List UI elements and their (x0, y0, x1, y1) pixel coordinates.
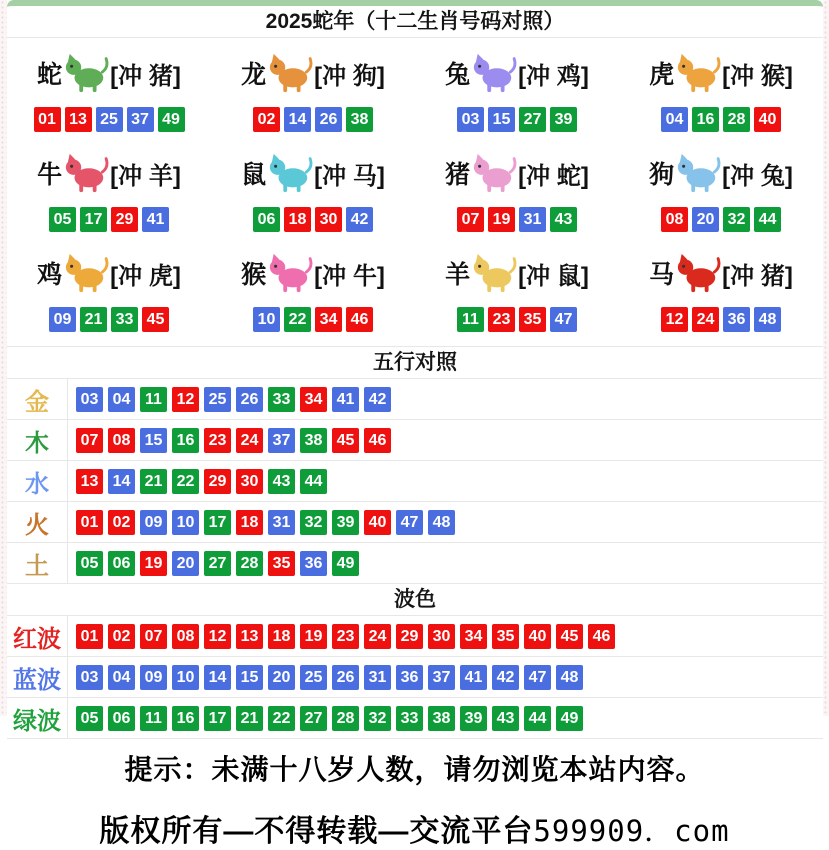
goat-icon (471, 250, 517, 296)
zodiac-name-row (7, 44, 211, 102)
snake-icon (63, 50, 109, 96)
zodiac-numbers (619, 207, 823, 232)
number-tile-08: 08 (108, 428, 135, 453)
wuxing-label: 金 (25, 388, 49, 416)
number-tile-07: 07 (76, 428, 103, 453)
dragon-icon (267, 50, 313, 96)
number-tile-02: 02 (108, 510, 135, 535)
number-tile-36: 36 (396, 665, 423, 690)
zodiac-name: 蛇 (37, 61, 63, 89)
zodiac-name-row (211, 144, 415, 202)
zodiac-numbers (211, 207, 415, 232)
number-tile-28: 28 (332, 706, 359, 731)
zodiac-name: 兔 (445, 61, 471, 89)
number-tile-10: 10 (172, 665, 199, 690)
number-tile-26: 26 (315, 107, 342, 132)
bose-table (7, 616, 823, 739)
number-tile-37: 37 (127, 107, 154, 132)
zodiac-numbers (415, 107, 619, 132)
zodiac-name-row (619, 244, 823, 302)
number-tile-44: 44 (754, 207, 781, 232)
zodiac-cell-dog (619, 140, 823, 240)
zodiac-clash-label: [冲 鼠] (518, 262, 589, 290)
zodiac-name: 虎 (649, 61, 675, 89)
wuxing-label: 水 (25, 470, 49, 498)
zodiac-name-row (211, 244, 415, 302)
number-tile-43: 43 (492, 706, 519, 731)
number-tile-34: 34 (300, 387, 327, 412)
number-tile-19: 19 (300, 624, 327, 649)
number-tile-43: 43 (268, 469, 295, 494)
wuxing-numbers (67, 461, 823, 501)
number-tile-19: 19 (140, 551, 167, 576)
number-tile-06: 06 (253, 207, 280, 232)
zodiac-name: 龙 (241, 61, 267, 89)
number-tile-23: 23 (332, 624, 359, 649)
age-notice: 提示：未满十八岁人数，请勿浏览本站内容。 (124, 754, 705, 785)
zodiac-clash-label: [冲 猴] (722, 62, 793, 90)
zodiac-name-row (619, 144, 823, 202)
number-tile-36: 36 (300, 551, 327, 576)
number-tile-13: 13 (76, 469, 103, 494)
number-tile-04: 04 (661, 107, 688, 132)
number-tile-13: 13 (65, 107, 92, 132)
number-tile-37: 37 (268, 428, 295, 453)
zodiac-numbers (211, 107, 415, 132)
number-tile-03: 03 (76, 665, 103, 690)
zodiac-name: 猴 (241, 261, 267, 289)
number-tile-38: 38 (428, 706, 455, 731)
number-tile-22: 22 (284, 307, 311, 332)
number-tile-24: 24 (692, 307, 719, 332)
number-tile-21: 21 (80, 307, 107, 332)
zodiac-clash-label: [冲 马] (314, 162, 385, 190)
number-tile-47: 47 (396, 510, 423, 535)
zodiac-cell-ox (7, 140, 211, 240)
number-tile-47: 47 (550, 307, 577, 332)
number-tile-33: 33 (396, 706, 423, 731)
zodiac-cell-rabbit (415, 40, 619, 140)
zodiac-name: 马 (649, 261, 675, 289)
zodiac-numbers (7, 307, 211, 332)
pig-icon (471, 150, 517, 196)
zodiac-cell-pig (415, 140, 619, 240)
number-tile-46: 46 (364, 428, 391, 453)
number-tile-40: 40 (364, 510, 391, 535)
wuxing-numbers (67, 502, 823, 542)
number-tile-22: 22 (268, 706, 295, 731)
wuxing-row-火 (7, 502, 823, 543)
number-tile-45: 45 (556, 624, 583, 649)
number-tile-49: 49 (556, 706, 583, 731)
number-tile-46: 46 (588, 624, 615, 649)
number-tile-31: 31 (519, 207, 546, 232)
number-tile-49: 49 (332, 551, 359, 576)
number-tile-04: 04 (108, 665, 135, 690)
zodiac-clash-label: [冲 蛇] (518, 162, 589, 190)
zodiac-numbers (415, 207, 619, 232)
number-tile-08: 08 (661, 207, 688, 232)
zodiac-name: 猪 (445, 161, 471, 189)
number-tile-17: 17 (204, 510, 231, 535)
zodiac-name-row (415, 244, 619, 302)
left-margin-pattern (0, 0, 7, 716)
site-domain: 599909．com (533, 814, 730, 848)
wuxing-label: 火 (25, 511, 49, 539)
number-tile-33: 33 (111, 307, 138, 332)
number-tile-23: 23 (204, 428, 231, 453)
rooster-icon (63, 250, 109, 296)
number-tile-31: 31 (268, 510, 295, 535)
number-tile-21: 21 (236, 706, 263, 731)
zodiac-name-row (7, 144, 211, 202)
wuxing-row-金 (7, 379, 823, 420)
number-tile-20: 20 (692, 207, 719, 232)
number-tile-24: 24 (364, 624, 391, 649)
number-tile-32: 32 (723, 207, 750, 232)
number-tile-26: 26 (332, 665, 359, 690)
copyright-text: 版权所有—不得转载—交流平台 (99, 815, 534, 848)
zodiac-cell-snake (7, 40, 211, 140)
bose-numbers (67, 616, 823, 656)
wuxing-numbers (67, 379, 823, 419)
number-tile-44: 44 (524, 706, 551, 731)
number-tile-20: 20 (268, 665, 295, 690)
number-tile-30: 30 (236, 469, 263, 494)
number-tile-29: 29 (111, 207, 138, 232)
number-tile-27: 27 (519, 107, 546, 132)
number-tile-42: 42 (492, 665, 519, 690)
number-tile-01: 01 (34, 107, 61, 132)
zodiac-clash-label: [冲 鸡] (518, 62, 589, 90)
number-tile-40: 40 (754, 107, 781, 132)
number-tile-45: 45 (332, 428, 359, 453)
number-tile-18: 18 (284, 207, 311, 232)
number-tile-20: 20 (172, 551, 199, 576)
number-tile-30: 30 (428, 624, 455, 649)
number-tile-35: 35 (519, 307, 546, 332)
number-tile-32: 32 (300, 510, 327, 535)
number-tile-05: 05 (76, 706, 103, 731)
number-tile-22: 22 (172, 469, 199, 494)
number-tile-38: 38 (346, 107, 373, 132)
number-tile-14: 14 (204, 665, 231, 690)
zodiac-cell-tiger (619, 40, 823, 140)
number-tile-29: 29 (204, 469, 231, 494)
number-tile-09: 09 (49, 307, 76, 332)
bose-label: 绿波 (13, 707, 61, 735)
number-tile-04: 04 (108, 387, 135, 412)
number-tile-28: 28 (236, 551, 263, 576)
zodiac-numbers (211, 307, 415, 332)
zodiac-name-row (7, 244, 211, 302)
bose-numbers (67, 657, 823, 697)
zodiac-name-row (211, 44, 415, 102)
zodiac-name-row (619, 44, 823, 102)
number-tile-48: 48 (556, 665, 583, 690)
bose-label: 红波 (13, 625, 61, 653)
wuxing-header: 五行对照 (7, 346, 823, 379)
dog-icon (675, 150, 721, 196)
rat-icon (267, 150, 313, 196)
bose-row-红波 (7, 616, 823, 657)
number-tile-18: 18 (236, 510, 263, 535)
wuxing-row-水 (7, 461, 823, 502)
zodiac-name-row (415, 144, 619, 202)
number-tile-15: 15 (140, 428, 167, 453)
zodiac-cell-goat (415, 240, 619, 340)
number-tile-25: 25 (96, 107, 123, 132)
number-tile-13: 13 (236, 624, 263, 649)
number-tile-28: 28 (723, 107, 750, 132)
number-tile-06: 06 (108, 706, 135, 731)
number-tile-14: 14 (108, 469, 135, 494)
page-title: 2025蛇年（十二生肖号码对照） (7, 6, 823, 38)
number-tile-37: 37 (428, 665, 455, 690)
wuxing-row-土 (7, 543, 823, 584)
zodiac-name: 牛 (37, 161, 63, 189)
zodiac-clash-label: [冲 虎] (110, 262, 181, 290)
number-tile-32: 32 (364, 706, 391, 731)
bose-numbers (67, 698, 823, 738)
number-tile-16: 16 (692, 107, 719, 132)
zodiac-name: 羊 (445, 261, 471, 289)
number-tile-01: 01 (76, 510, 103, 535)
number-tile-47: 47 (524, 665, 551, 690)
number-tile-01: 01 (76, 624, 103, 649)
zodiac-name: 狗 (649, 161, 675, 189)
number-tile-07: 07 (140, 624, 167, 649)
zodiac-clash-label: [冲 猪] (722, 262, 793, 290)
number-tile-16: 16 (172, 706, 199, 731)
number-tile-05: 05 (49, 207, 76, 232)
tiger-icon (675, 50, 721, 96)
number-tile-48: 48 (428, 510, 455, 535)
number-tile-06: 06 (108, 551, 135, 576)
number-tile-05: 05 (76, 551, 103, 576)
number-tile-48: 48 (754, 307, 781, 332)
number-tile-07: 07 (457, 207, 484, 232)
number-tile-12: 12 (204, 624, 231, 649)
zodiac-numbers (619, 107, 823, 132)
number-tile-24: 24 (236, 428, 263, 453)
number-tile-11: 11 (140, 706, 167, 731)
zodiac-clash-label: [冲 兔] (722, 162, 793, 190)
number-tile-43: 43 (550, 207, 577, 232)
wuxing-table (7, 379, 823, 584)
number-tile-15: 15 (488, 107, 515, 132)
zodiac-cell-dragon (211, 40, 415, 140)
number-tile-25: 25 (204, 387, 231, 412)
number-tile-11: 11 (457, 307, 484, 332)
number-tile-16: 16 (172, 428, 199, 453)
wuxing-numbers (67, 543, 823, 583)
number-tile-26: 26 (236, 387, 263, 412)
zodiac-clash-label: [冲 牛] (314, 262, 385, 290)
number-tile-33: 33 (268, 387, 295, 412)
number-tile-15: 15 (236, 665, 263, 690)
number-tile-21: 21 (140, 469, 167, 494)
number-tile-12: 12 (172, 387, 199, 412)
number-tile-02: 02 (253, 107, 280, 132)
bose-row-蓝波 (7, 657, 823, 698)
number-tile-11: 11 (140, 387, 167, 412)
zodiac-numbers (7, 207, 211, 232)
zodiac-cell-rat (211, 140, 415, 240)
number-tile-34: 34 (460, 624, 487, 649)
zodiac-name: 鼠 (241, 161, 267, 189)
right-margin-pattern (823, 0, 829, 716)
number-tile-12: 12 (661, 307, 688, 332)
number-tile-18: 18 (268, 624, 295, 649)
wuxing-numbers (67, 420, 823, 460)
number-tile-45: 45 (142, 307, 169, 332)
number-tile-44: 44 (300, 469, 327, 494)
number-tile-35: 35 (492, 624, 519, 649)
number-tile-25: 25 (300, 665, 327, 690)
number-tile-40: 40 (524, 624, 551, 649)
number-tile-49: 49 (158, 107, 185, 132)
zodiac-cell-rooster (7, 240, 211, 340)
wuxing-row-木 (7, 420, 823, 461)
number-tile-38: 38 (300, 428, 327, 453)
number-tile-30: 30 (315, 207, 342, 232)
number-tile-10: 10 (172, 510, 199, 535)
zodiac-numbers (619, 307, 823, 332)
number-tile-23: 23 (488, 307, 515, 332)
zodiac-cell-horse (619, 240, 823, 340)
number-tile-10: 10 (253, 307, 280, 332)
number-tile-09: 09 (140, 665, 167, 690)
bose-header: 波色 (7, 584, 823, 616)
horse-icon (675, 250, 721, 296)
number-tile-41: 41 (142, 207, 169, 232)
bose-label: 蓝波 (13, 666, 61, 694)
number-tile-19: 19 (488, 207, 515, 232)
zodiac-grid (7, 38, 823, 346)
zodiac-clash-label: [冲 羊] (110, 162, 181, 190)
number-tile-39: 39 (550, 107, 577, 132)
number-tile-17: 17 (80, 207, 107, 232)
ox-icon (63, 150, 109, 196)
number-tile-31: 31 (364, 665, 391, 690)
footer (0, 748, 829, 850)
number-tile-41: 41 (460, 665, 487, 690)
number-tile-08: 08 (172, 624, 199, 649)
copyright-line (0, 806, 829, 850)
zodiac-numbers (415, 307, 619, 332)
number-tile-34: 34 (315, 307, 342, 332)
number-tile-35: 35 (268, 551, 295, 576)
number-tile-09: 09 (140, 510, 167, 535)
number-tile-14: 14 (284, 107, 311, 132)
number-tile-41: 41 (332, 387, 359, 412)
number-tile-39: 39 (460, 706, 487, 731)
number-tile-42: 42 (364, 387, 391, 412)
wuxing-label: 木 (25, 429, 49, 457)
zodiac-cell-monkey (211, 240, 415, 340)
number-tile-46: 46 (346, 307, 373, 332)
zodiac-name-row (415, 44, 619, 102)
wuxing-label: 土 (25, 552, 49, 580)
main-card (7, 0, 823, 739)
number-tile-02: 02 (108, 624, 135, 649)
number-tile-36: 36 (723, 307, 750, 332)
number-tile-42: 42 (346, 207, 373, 232)
number-tile-03: 03 (457, 107, 484, 132)
number-tile-03: 03 (76, 387, 103, 412)
zodiac-clash-label: [冲 狗] (314, 62, 385, 90)
rabbit-icon (471, 50, 517, 96)
number-tile-39: 39 (332, 510, 359, 535)
number-tile-27: 27 (204, 551, 231, 576)
zodiac-clash-label: [冲 猪] (110, 62, 181, 90)
zodiac-numbers (7, 107, 211, 132)
zodiac-name: 鸡 (37, 261, 63, 289)
number-tile-27: 27 (300, 706, 327, 731)
monkey-icon (267, 250, 313, 296)
number-tile-29: 29 (396, 624, 423, 649)
bose-row-绿波 (7, 698, 823, 739)
number-tile-17: 17 (204, 706, 231, 731)
